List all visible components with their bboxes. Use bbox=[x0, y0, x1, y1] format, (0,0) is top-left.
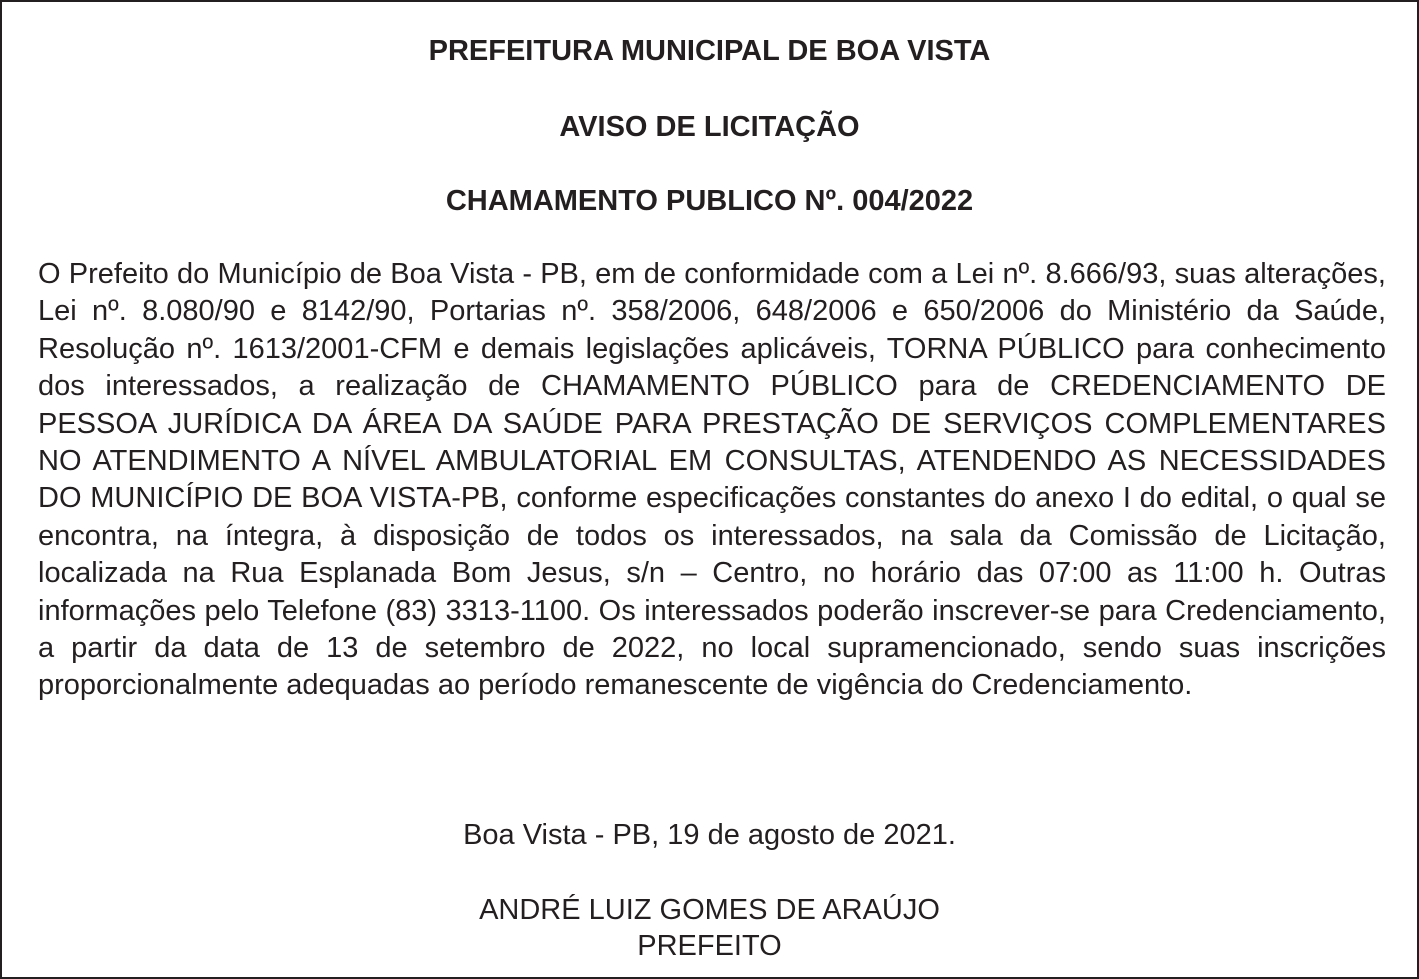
notice-type-heading: AVISO DE LICITAÇÃO bbox=[559, 111, 860, 143]
reference-heading: CHAMAMENTO PUBLICO Nº. 004/2022 bbox=[445, 185, 974, 217]
notice-body-paragraph: O Prefeito do Município de Boa Vista - PB, em de conformidade com a Lei nº. 8.666/93, suas alterações, Lei nº. 8.080/90 e 8142/90, Portarias nº. 358/2006, 648/2006 e 650/2006 do Ministério da Saúde, Resolução nº. 1613/2001-CFM e demais legislações aplicáveis, TORNA PÚBLICO para conhecimento dos interessados, a realização de CHAMAMENTO PÚBLICO para de CREDENCIAMENTO DE PESSOA JURÍDICA DA ÁREA DA SAÚDE PARA PRESTAÇÃO DE SERVIÇOS COMPLEMENTARES NO ATENDIMENTO A NÍVEL AMBULATORIAL EM CONSULTAS, ATENDENDO AS NECESSIDADES DO MUNICÍPIO DE BOA VISTA-PB, conforme especificações constantes do anexo I do edital, o qual se encontra, na íntegra, à disposição de todos os interessados, na sala da Comissão de Licitação, localizada na Rua Esplanada Bom Jesus, s/n – Centro, no horário das 07:00 as 11:00 h. Outras informações pelo Telefone (83) 3313-1100. Os interessados poderão inscrever-se para Credenciamento, a partir da data de 13 de setembro de 2022, no local supramencionado, sendo suas inscrições proporcionalmente adequadas ao período remanescente de vigência do Credenciamento. bbox=[38, 258, 1386, 702]
place-date-line: Boa Vista - PB, 19 de agosto de 2021. bbox=[463, 819, 956, 851]
signatory-title: PREFEITO bbox=[637, 930, 782, 962]
signatory-name: ANDRÉ LUIZ GOMES DE ARAÚJO bbox=[479, 894, 940, 926]
organization-heading: PREFEITURA MUNICIPAL DE BOA VISTA bbox=[428, 35, 991, 67]
